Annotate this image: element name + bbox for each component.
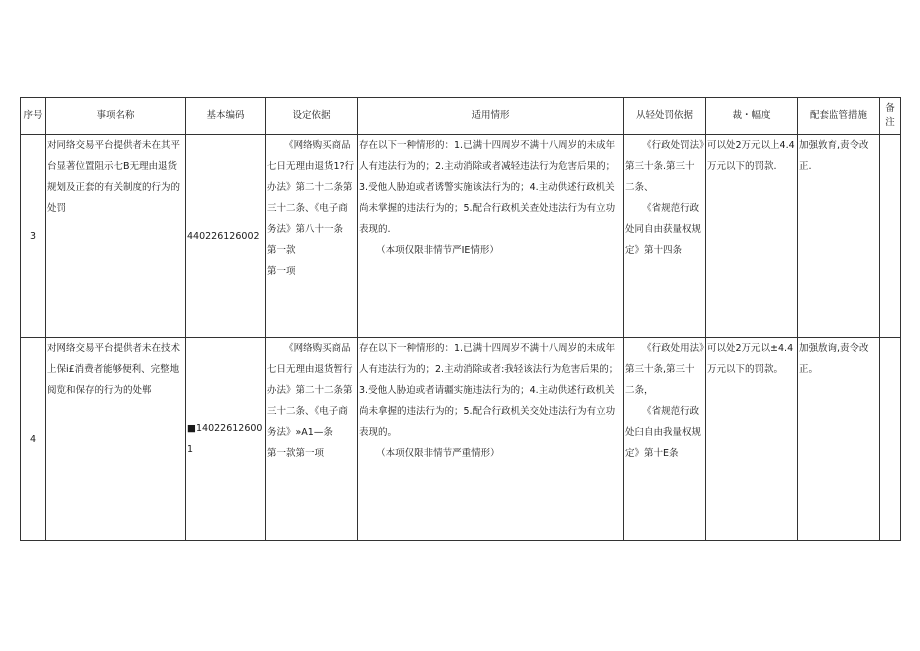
header-range: 裁・幅度 (706, 98, 798, 135)
basis-line: 第一款第一项 (267, 448, 325, 459)
header-measures: 配套监管措施 (798, 98, 880, 135)
item-code-cell (186, 338, 266, 541)
light-basis-line: 《行政处罚法》第三十条.第三十二条、 (625, 140, 704, 193)
light-basis-line: 《省规范行政处臼自由我量权规定》第十E条 (625, 406, 702, 459)
remark-cell (880, 338, 901, 541)
range-cell: 可以处2万元以上4.4万元以下的罚款. (706, 135, 798, 338)
header-row (21, 98, 901, 135)
regulation-table (20, 97, 901, 541)
situation-note: （本项仅限非情节严IE情形） (376, 245, 499, 256)
situation-text: 存在以下一种情形的：1.已满十四周岁不满十八周岁的未成年人有违法行为的；2.主动消除或者:我轻该法行为危害后果的；3.受他人胁迫或者请疆实施违法行为的；4.主动供述行政机关尚未拿握的违法行为的；5.配合行政机关交处违法行为有立功表现的。 (359, 343, 619, 438)
situation-cell (358, 135, 624, 338)
item-code-cell (186, 135, 266, 338)
item-name: 对同络交易平台提供者未在其平台显著位置阻示七B无理由退货规划及正套的有关制度的行为的处罚 (46, 135, 186, 338)
header-light-basis: 从轻处罚依据 (624, 98, 706, 135)
situation-note: （本项仅限非情节严重情形） (376, 448, 500, 459)
header-no: 序号 (21, 98, 46, 135)
light-basis-line: 《省规范行政处同自由获量权规定》第十四条 (625, 203, 702, 256)
header-basis: 设定依据 (266, 98, 358, 135)
situation-cell (358, 338, 624, 541)
table-row (21, 338, 901, 541)
light-basis-cell (624, 338, 706, 541)
basis-cell (266, 338, 358, 541)
situation-text: 存在以下一种情形的：1.已满十四周岁不满十八周岁的未成年人有违法行为的；2.主动消除或者减轻违法行为危害后果的；3.受他人胁迫或者诱警实施该法行为的；4.主动供述行政机关尚未掌握的违法行为的；5.配合行政机关查处违法行为有立功表现的. (359, 140, 616, 235)
basis-line: 第一款 (267, 245, 296, 256)
remark-cell (880, 135, 901, 338)
light-basis-cell (624, 135, 706, 338)
item-code: ■140226126001 (187, 423, 263, 455)
header-remark: 备注 (880, 98, 901, 135)
basis-line: 《网络购买商品七日无理由退货1?行办法》第二十二条第三十二条、《电子商务法》第八十一条 (267, 140, 355, 235)
basis-cell (266, 135, 358, 338)
row-number: 4 (21, 338, 46, 541)
measures-cell: 加强敖询,责令改正。 (798, 338, 880, 541)
measures-cell: 加强敦育,责令改正. (798, 135, 880, 338)
item-code: 440226126002 (187, 230, 260, 242)
header-situation: 适用情形 (358, 98, 624, 135)
basis-line: 第一项 (267, 266, 296, 277)
header-code: 基本编码 (186, 98, 266, 135)
header-name: 事项名称 (46, 98, 186, 135)
light-basis-line: 《行政处用法》第三十条,第三十二条， (625, 343, 704, 396)
range-cell: 可以处2万元以±4.4万元以下的罚款。 (706, 338, 798, 541)
table-row (21, 135, 901, 338)
item-name: 对网络交易平台提供者未在技术上保i£消费者能够便利、完整地阅览和保存的行为的处郸 (46, 338, 186, 541)
basis-line: 《网络购买商品七日无理由退货暂行办法》第二十二条第三十二条、《电子商务法》»A1—条 (267, 343, 353, 438)
row-number: 3 (21, 135, 46, 338)
